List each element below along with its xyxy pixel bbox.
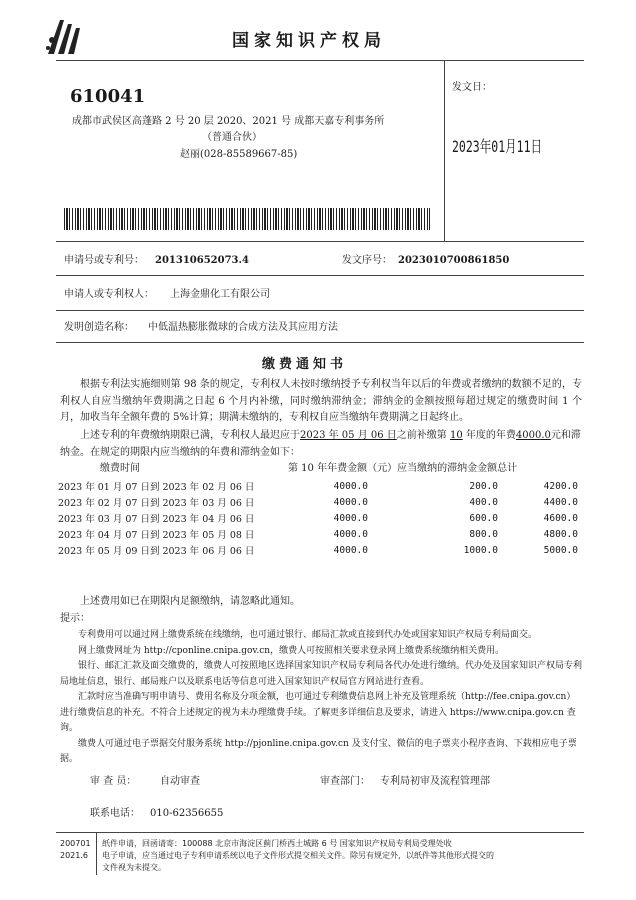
fee-total: 4800.0 — [543, 528, 578, 540]
fee-table — [58, 478, 578, 558]
tip-item: 银行、邮汇汇款及面交缴费的，缴费人可按照地区选择国家知识产权局专利局各代办处进行缴纳。代办处及国家知识产权局专利局地址信息，银行、邮局账户以及联系电话等信息可进入国家知识产权局官方网站进行查看。 — [60, 661, 583, 687]
phone-number: 010-62356655 — [150, 808, 224, 819]
invention-title: 中低温热膨胀微球的合成方法及其应用方法 — [148, 322, 338, 333]
recipient-address-2: （普通合伙） — [202, 132, 262, 143]
tip-item: 汇款时应当准确写明申请号、费用名称及分项金额，也可通过专利缴费信息网上补充及管理系统（http://fee.cnipa.gov.cn）进行缴费信息的补充。不符合上述规定的视为未办理缴费手续。了解更多详细信息及要求，请进入 https://www.cnipa.gov.cn 查询。 — [60, 692, 576, 733]
header-rule — [56, 60, 584, 61]
application-number-label: 申请号或专利号： — [64, 255, 144, 266]
footer-divider — [96, 833, 97, 875]
notice-title: 缴费通知书 — [262, 357, 348, 372]
payment-deadline: 2023 年 05 月 06 日 — [300, 430, 397, 441]
fee-late: 400.0 — [469, 496, 498, 508]
footer-line-2: 电子申请，应当通过电子专利申请系统以电子文件形式提交相关文件。除另有规定外，以纸件等其他形式提交的 — [102, 851, 494, 860]
fee-total: 5000.0 — [543, 544, 578, 556]
tips-list — [60, 628, 582, 768]
fee-total: 4400.0 — [543, 496, 578, 508]
footer-code-2: 2021.6 — [60, 851, 88, 860]
fee-late: 600.0 — [469, 512, 498, 524]
fee-period: 2023 年 02 月 07 日到 2023 年 03 月 06 日 — [58, 498, 255, 509]
tip-item: 缴费人可通过电子票据交付服务系统 http://pjonline.cnipa.gov.cn 及支付宝、微信的电子票夹小程序查询、下载相应电子票据。 — [60, 738, 577, 764]
paragraph-2-d: 元和滞纳金。在规定的期限内应当缴纳的年费和滞纳金如下： — [60, 430, 581, 458]
issue-date-label: 发文日： — [452, 82, 492, 93]
tip-item: 网上缴费网址为 http://cponline.cnipa.gov.cn，缴费人可按照相关要求登录网上缴费系统缴纳相关费用。 — [78, 645, 505, 656]
applicant-label: 申请人或专利权人： — [64, 289, 154, 300]
footer-code-1: 200701 — [60, 839, 91, 848]
fee-period: 2023 年 03 月 07 日到 2023 年 04 月 06 日 — [58, 514, 255, 525]
fee-total: 4600.0 — [543, 512, 578, 524]
cnipa-logo — [44, 14, 86, 58]
fee-annuity: 4000.0 — [333, 496, 368, 508]
paragraph-2-a: 上述专利的年费缴纳期限已满，专利权人最迟应于 — [80, 430, 300, 441]
recipient-contact: 赵丽(028-85589667-85) — [180, 149, 298, 160]
info-rule-3 — [56, 342, 584, 343]
agency-name: 国家知识产权局 — [232, 31, 386, 51]
application-number: 201310652073.4 — [155, 255, 249, 266]
department-name: 专利局初审及流程管理部 — [380, 776, 490, 787]
fee-row — [58, 510, 578, 526]
footer-line-1: 纸件申请，回函请寄：100088 北京市海淀区蓟门桥西土城路 6 号 国家知识产权局专利局受理处收 — [102, 839, 452, 848]
applicant-name: 上海金鼎化工有限公司 — [170, 289, 270, 300]
examiner-name: 自动审查 — [160, 776, 200, 787]
tips-label: 提示： — [60, 613, 90, 624]
fee-header-period: 缴费时间 — [100, 463, 140, 474]
annuity-amount: 4000.0 — [515, 430, 551, 441]
fee-late: 1000.0 — [463, 544, 498, 556]
paid-note: 上述费用如已在期限内足额缴纳，请忽略此通知。 — [80, 596, 300, 607]
fee-annuity: 4000.0 — [333, 544, 368, 556]
info-rule-1 — [56, 275, 584, 276]
paragraph-2-b: 之前补缴第 — [396, 430, 447, 441]
issue-date: 2023年01月11日 — [452, 137, 543, 156]
footer-rule — [56, 832, 584, 833]
fee-row — [58, 542, 578, 558]
fee-period: 2023 年 05 月 09 日到 2023 年 06 月 06 日 — [58, 546, 255, 557]
serial-number: 2023010700861850 — [398, 255, 510, 266]
fee-annuity: 4000.0 — [333, 528, 368, 540]
phone-label: 联系电话： — [90, 808, 140, 819]
fee-row — [58, 478, 578, 494]
date-divider — [444, 61, 445, 241]
examiner-label: 审 查 员： — [90, 776, 137, 787]
department-label: 审查部门： — [320, 776, 370, 787]
fee-total: 4200.0 — [543, 480, 578, 492]
serial-label: 发文序号： — [342, 255, 392, 266]
invention-title-label: 发明创造名称： — [64, 322, 134, 333]
fee-late: 800.0 — [469, 528, 498, 540]
fee-header-total: 第 10 年年费金额（元）应当缴纳的滞纳金金额总计 — [288, 463, 518, 474]
fee-annuity: 4000.0 — [333, 512, 368, 524]
paragraph-1: 根据专利法实施细则第 98 条的规定，专利权人未按时缴纳授予专利权当年以后的年费或者缴纳的数额不足的，专利权人自应当缴纳年费期满之日起 6 个月内补缴，同时缴纳滞纳金；滞纳金的金额按照每超过规定的缴费时间 1 个月，加收当年全额年费的 5%计算；期满未缴纳的，专利权自应当缴纳年费期满之日起终止。 — [60, 379, 582, 423]
paragraph-2-c: 年度的年费 — [465, 430, 516, 441]
annuity-year: 10 — [449, 430, 463, 441]
fee-period: 2023 年 04 月 07 日到 2023 年 05 月 08 日 — [58, 530, 255, 541]
doc-code: 610041 — [70, 86, 146, 107]
fee-late: 200.0 — [469, 480, 498, 492]
fee-row — [58, 526, 578, 542]
info-rule-2 — [56, 310, 584, 311]
barcode — [64, 208, 430, 230]
fee-row — [58, 494, 578, 510]
fee-period: 2023 年 01 月 07 日到 2023 年 02 月 06 日 — [58, 482, 255, 493]
recipient-address: 成都市武侯区高蓬路 2 号 20 层 2020、2021 号 成都天嘉专利事务所 — [72, 116, 385, 127]
fee-annuity: 4000.0 — [333, 480, 368, 492]
paragraph-2 — [60, 428, 582, 461]
tip-item: 专利费用可以通过网上缴费系统在线缴纳，也可通过银行、邮局汇款或直接到代办处或国家知识产权局专利局面交。 — [78, 630, 538, 640]
footer-line-3: 文件视为未提交。 — [102, 863, 166, 872]
barcode-rule — [56, 241, 584, 242]
